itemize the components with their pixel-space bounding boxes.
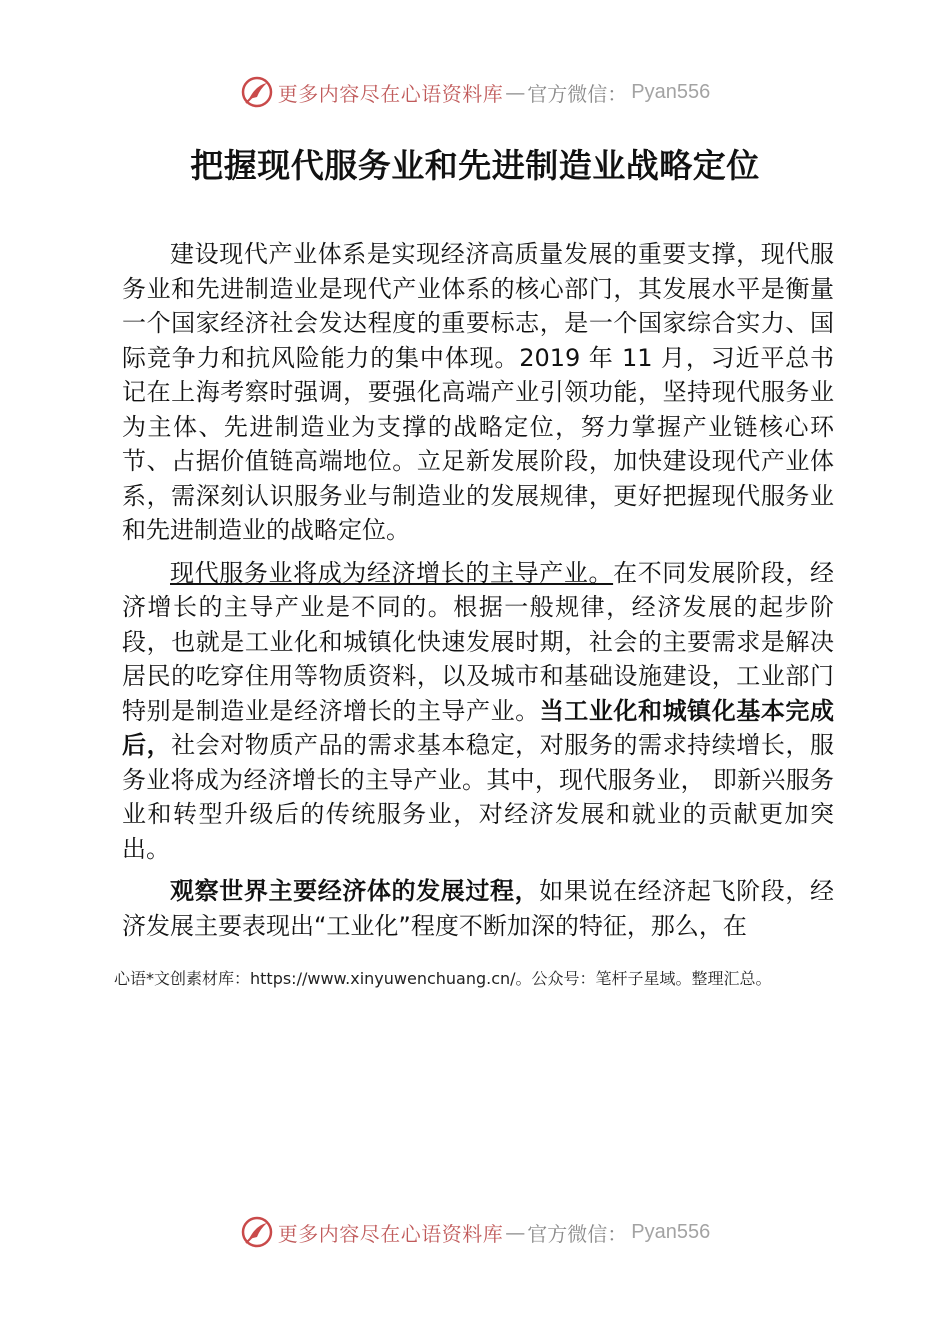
paragraph-service-industry bbox=[122, 556, 834, 867]
banner-wechat-label: 官方微信： bbox=[527, 1221, 628, 1246]
banner-dash: — bbox=[505, 80, 526, 104]
banner-brand: 更多内容尽在心语资料库 bbox=[277, 1221, 504, 1246]
paragraph-observation bbox=[122, 874, 834, 943]
header-banner bbox=[0, 72, 950, 112]
paragraph-text: 在不同发展阶段，经济增长的主导产业是不同的。根据一般规律，经济发展的起步阶段，也就是工业化和城镇化快速发展时期，社会的主要需求是解决居民的吃穿住用等物质资料，以及城市和基础设施建设，工业部门特别是制造业是经济增长的主导产业。 bbox=[122, 558, 835, 725]
brand-logo-icon bbox=[240, 1215, 274, 1249]
brand-logo-icon bbox=[240, 75, 274, 109]
underlined-heading: 现代服务业将成为经济增长的主导产业。 bbox=[170, 558, 614, 587]
source-footer: 心语*文创素材库：https://www.xinyuwenchuang.cn/。公众号：笔杆子星域。整理汇总。 bbox=[114, 969, 772, 988]
banner-dash: — bbox=[505, 1220, 526, 1244]
footer-banner bbox=[0, 1212, 950, 1252]
bold-phrase: 观察世界主要经济体的发展过程， bbox=[170, 877, 540, 905]
page-title: 把握现代服务业和先进制造业战略定位 bbox=[190, 146, 760, 185]
bold-phrase: 当工业化和城镇化基本完成后， bbox=[122, 696, 835, 759]
paragraph-text: 社会对物质产品的需求基本稳定，对服务的需求持续增长，服务业将成为经济增长的主导产业。其中，现代服务业， 即新兴服务业和转型升级后的传统服务业，对经济发展和就业的贡献更加突出。 bbox=[122, 731, 835, 863]
paragraph-text: 如果说在经济起飞阶段，经济发展主要表现出“工业化”程度不断加深的特征，那么，在 bbox=[122, 877, 835, 940]
paragraph-intro: 建设现代产业体系是实现经济高质量发展的重要支撑，现代服务业和先进制造业是现代产业体系的核心部门，其发展水平是衡量一个国家经济社会发达程度的重要标志，是一个国家综合实力、国际竞争力和抗风险能力的集中体现。2019 年 11 月，习近平总书记在上海考察时强调，要强化高端产业引领功能，坚持现代服务业为主体、先进制造业为支撑的战略定位，努力掌握产业链核心环节、占据价值链高端地位。立足新发展阶段，加快建设现代产业体系，需深刻认识服务业与制造业的发展规律，更好把握现代服务业和先进制造业的战略定位。 bbox=[122, 240, 834, 544]
banner-wechat-label: 官方微信： bbox=[527, 81, 628, 106]
banner-brand: 更多内容尽在心语资料库 bbox=[277, 81, 504, 106]
banner-wechat-id: Pyan556 bbox=[631, 1220, 711, 1243]
banner-wechat-id: Pyan556 bbox=[631, 80, 711, 103]
article-body bbox=[122, 237, 834, 943]
